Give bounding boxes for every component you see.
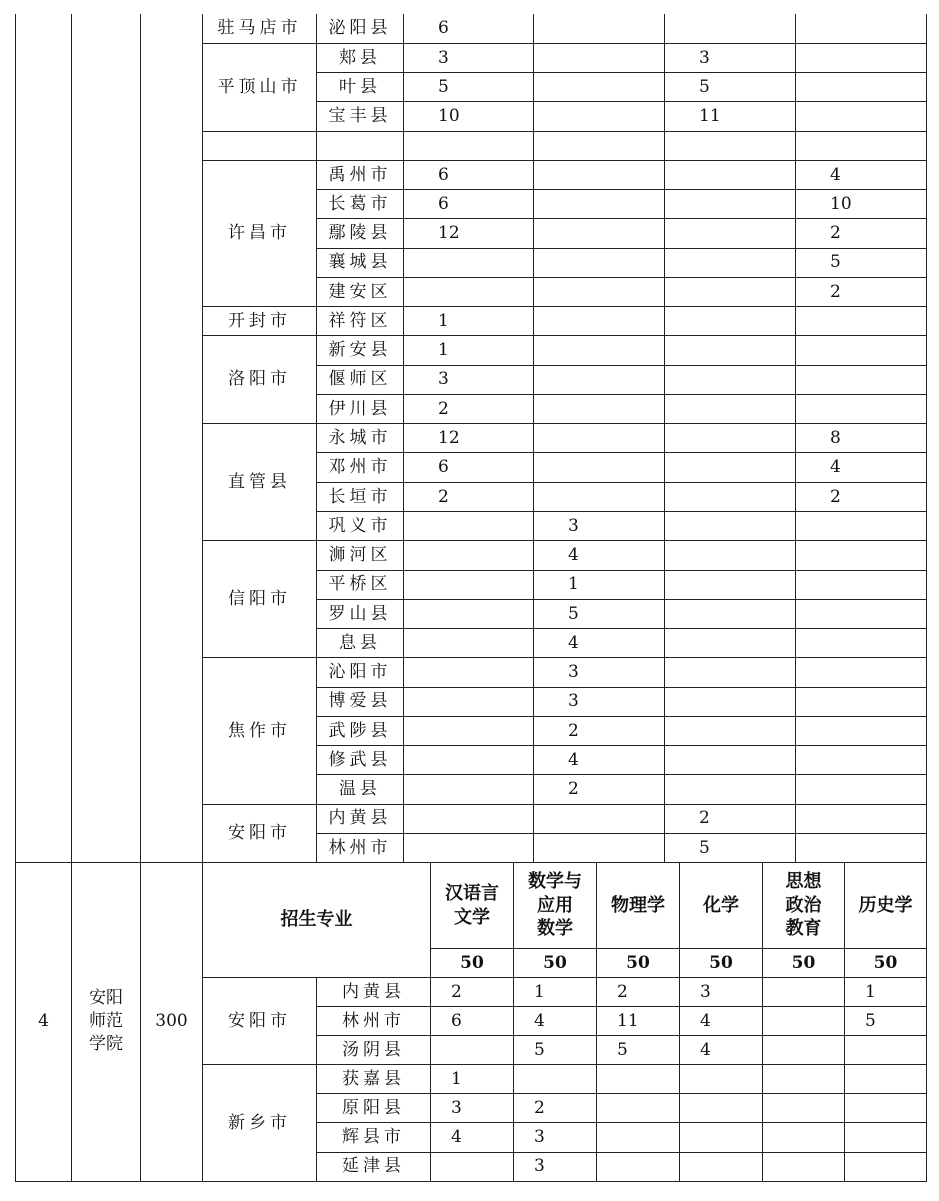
quota-cell: [845, 1094, 927, 1123]
major-name-cell: [514, 863, 597, 949]
county-cell: 鄢陵县: [317, 219, 404, 248]
county-cell: 沁阳市: [317, 658, 404, 687]
quota-cell: [796, 365, 927, 394]
county-cell: 长葛市: [317, 190, 404, 219]
quota-cell: [404, 248, 534, 277]
quota-cell: 1: [534, 570, 665, 599]
quota-cell: [431, 1036, 514, 1065]
quota-cell: [665, 658, 796, 687]
quota-cell: [796, 512, 927, 541]
quota-cell: [404, 716, 534, 745]
quota-cell: [680, 1094, 763, 1123]
quota-cell: [665, 14, 796, 43]
quota-cell: 4: [796, 160, 927, 189]
quota-cell: 5: [845, 1007, 927, 1036]
city-cell: 洛阳市: [203, 336, 317, 424]
quota-cell: [404, 658, 534, 687]
county-cell: 新安县: [317, 336, 404, 365]
county-cell: 温县: [317, 775, 404, 804]
quota-cell: 2: [665, 804, 796, 833]
quota-cell: [534, 160, 665, 189]
county-cell: 宝丰县: [317, 102, 404, 131]
quota-cell: [796, 687, 927, 716]
quota-cell: [796, 775, 927, 804]
quota-cell: [763, 1065, 845, 1094]
quota-cell: [665, 775, 796, 804]
allocation-table-continued: [15, 14, 927, 863]
quota-cell: [404, 687, 534, 716]
county-cell: 息县: [317, 629, 404, 658]
quota-cell: [665, 629, 796, 658]
city-cell: [203, 131, 317, 160]
quota-cell: [680, 1065, 763, 1094]
county-cell: 平桥区: [317, 570, 404, 599]
major-name-line: 应用: [537, 894, 573, 916]
county-cell: 叶县: [317, 73, 404, 102]
index-cell: [16, 14, 72, 863]
quota-cell: [404, 629, 534, 658]
quota-cell: [404, 804, 534, 833]
quota-cell: [796, 336, 927, 365]
quota-cell: [534, 453, 665, 482]
county-cell: 内黄县: [317, 978, 431, 1007]
major-quota-cell: 50: [514, 949, 597, 978]
quota-cell: [534, 394, 665, 423]
quota-cell: 1: [404, 336, 534, 365]
quota-cell: 11: [665, 102, 796, 131]
quota-cell: 6: [404, 14, 534, 43]
county-cell: 郏县: [317, 43, 404, 72]
quota-cell: [597, 1123, 680, 1152]
quota-cell: [796, 599, 927, 628]
major-name-line: 政治: [785, 894, 822, 916]
major-name-line: 文学: [454, 906, 490, 928]
county-cell: 原阳县: [317, 1094, 431, 1123]
quota-cell: [665, 365, 796, 394]
total-cell: 300: [141, 863, 203, 1182]
school-allocation-table: [15, 862, 927, 1182]
quota-cell: [845, 1065, 927, 1094]
school-name-line: 学院: [89, 1034, 123, 1055]
quota-cell: 12: [404, 219, 534, 248]
quota-cell: [665, 687, 796, 716]
quota-cell: 2: [514, 1094, 597, 1123]
county-cell: 浉河区: [317, 541, 404, 570]
quota-cell: 6: [431, 1007, 514, 1036]
quota-cell: [534, 365, 665, 394]
quota-cell: [796, 541, 927, 570]
quota-cell: [665, 248, 796, 277]
quota-cell: [845, 1036, 927, 1065]
quota-cell: 5: [404, 73, 534, 102]
quota-cell: [796, 746, 927, 775]
quota-cell: [665, 716, 796, 745]
major-name-line: 汉语言: [445, 883, 499, 905]
school-name-line: 安阳: [89, 988, 123, 1009]
quota-cell: [534, 131, 665, 160]
quota-cell: [534, 219, 665, 248]
quota-cell: 1: [845, 978, 927, 1007]
quota-cell: [796, 570, 927, 599]
quota-cell: 3: [534, 687, 665, 716]
quota-cell: 4: [796, 453, 927, 482]
quota-cell: [534, 804, 665, 833]
quota-cell: [534, 833, 665, 862]
quota-cell: [796, 102, 927, 131]
quota-cell: [404, 833, 534, 862]
county-cell: 伊川县: [317, 394, 404, 423]
quota-cell: 10: [404, 102, 534, 131]
quota-cell: 3: [514, 1152, 597, 1181]
quota-cell: [665, 394, 796, 423]
quota-cell: [534, 336, 665, 365]
quota-cell: [763, 1007, 845, 1036]
header-label: 招生专业: [203, 863, 431, 978]
quota-cell: [404, 512, 534, 541]
quota-cell: [534, 424, 665, 453]
county-cell: 内黄县: [317, 804, 404, 833]
quota-cell: 1: [404, 307, 534, 336]
quota-cell: [404, 541, 534, 570]
quota-cell: [597, 1094, 680, 1123]
major-quota-cell: 50: [763, 949, 845, 978]
county-cell: 获嘉县: [317, 1065, 431, 1094]
city-cell: 安阳市: [203, 978, 317, 1065]
county-cell: 偃师区: [317, 365, 404, 394]
total-cell: [141, 14, 203, 863]
county-cell: 邓州市: [317, 453, 404, 482]
quota-cell: 6: [404, 453, 534, 482]
major-name-line: 思想: [785, 871, 822, 893]
major-name-cell: [431, 863, 514, 949]
quota-cell: [845, 1152, 927, 1181]
quota-cell: [796, 716, 927, 745]
quota-cell: 11: [597, 1007, 680, 1036]
quota-cell: [534, 248, 665, 277]
county-cell: 罗山县: [317, 599, 404, 628]
quota-cell: [404, 775, 534, 804]
quota-cell: 3: [404, 43, 534, 72]
quota-cell: [763, 1123, 845, 1152]
major-quota-cell: 50: [597, 949, 680, 978]
school-name-cell: [72, 863, 141, 1182]
quota-cell: 1: [431, 1065, 514, 1094]
county-cell: 祥符区: [317, 307, 404, 336]
quota-cell: [796, 394, 927, 423]
quota-cell: 3: [680, 978, 763, 1007]
city-cell: 安阳市: [203, 804, 317, 863]
county-cell: 林州市: [317, 1007, 431, 1036]
quota-cell: 4: [534, 629, 665, 658]
quota-cell: [534, 277, 665, 306]
quota-cell: [404, 277, 534, 306]
quota-cell: 4: [534, 541, 665, 570]
quota-cell: 4: [680, 1036, 763, 1065]
quota-cell: 3: [404, 365, 534, 394]
quota-cell: 12: [404, 424, 534, 453]
quota-cell: [796, 307, 927, 336]
county-cell: 武陟县: [317, 716, 404, 745]
major-name-cell: [680, 863, 763, 949]
quota-cell: 2: [534, 716, 665, 745]
quota-cell: 5: [514, 1036, 597, 1065]
quota-cell: 2: [404, 482, 534, 511]
quota-cell: 5: [597, 1036, 680, 1065]
county-cell: 永城市: [317, 424, 404, 453]
quota-cell: [796, 804, 927, 833]
quota-cell: [665, 453, 796, 482]
major-name-line: 数学: [537, 918, 573, 940]
city-cell: 许昌市: [203, 160, 317, 306]
quota-cell: 2: [431, 978, 514, 1007]
major-name-line: 物理学: [611, 894, 665, 916]
quota-cell: 3: [431, 1094, 514, 1123]
major-quota-cell: 50: [431, 949, 514, 978]
quota-cell: [534, 43, 665, 72]
county-cell: 修武县: [317, 746, 404, 775]
quota-cell: 6: [404, 160, 534, 189]
quota-cell: [763, 1152, 845, 1181]
city-cell: 焦作市: [203, 658, 317, 804]
quota-cell: [597, 1065, 680, 1094]
quota-cell: [665, 307, 796, 336]
quota-cell: [665, 336, 796, 365]
county-cell: 汤阴县: [317, 1036, 431, 1065]
county-cell: 林州市: [317, 833, 404, 862]
quota-cell: [534, 102, 665, 131]
major-name-line: 历史学: [858, 894, 913, 916]
city-cell: 开封市: [203, 307, 317, 336]
quota-cell: [665, 160, 796, 189]
quota-cell: 4: [431, 1123, 514, 1152]
major-name-line: 教育: [785, 918, 822, 940]
quota-cell: [665, 570, 796, 599]
city-cell: 平顶山市: [203, 43, 317, 131]
quota-cell: 10: [796, 190, 927, 219]
quota-cell: [796, 73, 927, 102]
quota-cell: [845, 1123, 927, 1152]
quota-cell: [665, 131, 796, 160]
quota-cell: [665, 512, 796, 541]
quota-cell: [404, 599, 534, 628]
quota-cell: [796, 131, 927, 160]
quota-cell: 5: [665, 73, 796, 102]
table-row: [16, 14, 927, 43]
quota-cell: 3: [534, 658, 665, 687]
quota-cell: 2: [796, 482, 927, 511]
quota-cell: [796, 14, 927, 43]
quota-cell: 2: [796, 277, 927, 306]
quota-cell: [665, 541, 796, 570]
quota-cell: [404, 570, 534, 599]
county-cell: 建安区: [317, 277, 404, 306]
quota-cell: [534, 307, 665, 336]
county-cell: 延津县: [317, 1152, 431, 1181]
major-name-line: 数学与: [528, 871, 582, 893]
quota-cell: [534, 482, 665, 511]
quota-cell: 5: [534, 599, 665, 628]
quota-cell: 8: [796, 424, 927, 453]
quota-cell: [796, 658, 927, 687]
city-cell: 信阳市: [203, 541, 317, 658]
school-cell: [72, 14, 141, 863]
index-cell: 4: [16, 863, 72, 1182]
quota-cell: 2: [597, 978, 680, 1007]
quota-cell: 2: [534, 775, 665, 804]
quota-cell: 3: [665, 43, 796, 72]
quota-cell: [680, 1123, 763, 1152]
school-name-line: 师范: [89, 1011, 123, 1032]
city-cell: 新乡市: [203, 1065, 317, 1181]
quota-cell: [796, 43, 927, 72]
quota-cell: [796, 629, 927, 658]
major-header-row: [16, 863, 927, 949]
quota-cell: [665, 746, 796, 775]
quota-cell: [763, 1094, 845, 1123]
county-cell: 泌阳县: [317, 14, 404, 43]
quota-cell: [534, 73, 665, 102]
quota-cell: 2: [796, 219, 927, 248]
quota-cell: [763, 978, 845, 1007]
quota-cell: 4: [514, 1007, 597, 1036]
quota-cell: [665, 424, 796, 453]
quota-cell: [665, 277, 796, 306]
county-cell: 长垣市: [317, 482, 404, 511]
quota-cell: 1: [514, 978, 597, 1007]
county-cell: 辉县市: [317, 1123, 431, 1152]
county-cell: [317, 131, 404, 160]
quota-cell: [665, 599, 796, 628]
major-quota-cell: 50: [680, 949, 763, 978]
quota-cell: 3: [514, 1123, 597, 1152]
quota-cell: [597, 1152, 680, 1181]
major-name-cell: [597, 863, 680, 949]
quota-cell: [404, 131, 534, 160]
quota-cell: [680, 1152, 763, 1181]
quota-cell: 4: [534, 746, 665, 775]
county-cell: 襄城县: [317, 248, 404, 277]
quota-cell: 2: [404, 394, 534, 423]
quota-cell: 5: [665, 833, 796, 862]
quota-cell: [514, 1065, 597, 1094]
city-cell: 驻马店市: [203, 14, 317, 43]
county-cell: 博爱县: [317, 687, 404, 716]
quota-cell: [534, 14, 665, 43]
quota-cell: 4: [680, 1007, 763, 1036]
quota-cell: [404, 746, 534, 775]
quota-cell: [665, 190, 796, 219]
major-name-line: 化学: [703, 894, 739, 916]
major-name-cell: [763, 863, 845, 949]
city-cell: 直管县: [203, 424, 317, 541]
quota-cell: [534, 190, 665, 219]
major-name-cell: [845, 863, 927, 949]
quota-cell: [796, 833, 927, 862]
quota-cell: 3: [534, 512, 665, 541]
quota-cell: 6: [404, 190, 534, 219]
county-cell: 巩义市: [317, 512, 404, 541]
quota-cell: 5: [796, 248, 927, 277]
quota-cell: [763, 1036, 845, 1065]
major-quota-cell: 50: [845, 949, 927, 978]
county-cell: 禹州市: [317, 160, 404, 189]
quota-cell: [665, 219, 796, 248]
quota-cell: [431, 1152, 514, 1181]
quota-cell: [665, 482, 796, 511]
